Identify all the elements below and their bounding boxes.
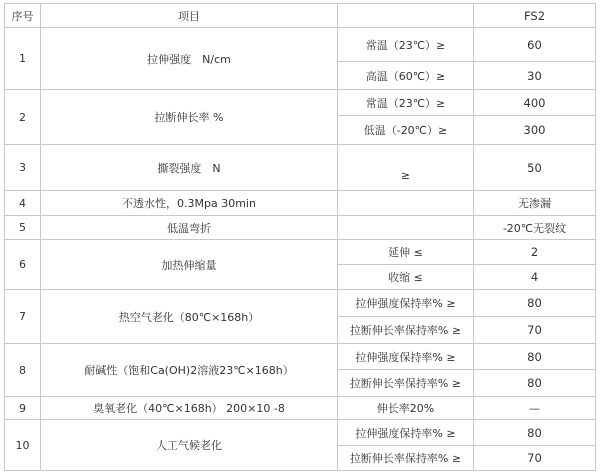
header-item: 项目 xyxy=(41,4,338,28)
spec-table-container xyxy=(4,3,595,471)
row-item: 不透水性，0.3Mpa 30min xyxy=(41,191,338,216)
row-index: 10 xyxy=(5,420,41,471)
row-condition: 拉伸强度保持率% ≥ xyxy=(338,290,474,317)
row-value: 50 xyxy=(474,145,596,191)
row-value: 30 xyxy=(474,62,596,90)
row-condition: 拉断伸长率保持率% ≥ xyxy=(338,317,474,344)
row-item: 耐碱性（饱和Ca(OH)2溶液23℃×168h） xyxy=(41,344,338,397)
row-item: 人工气候老化 xyxy=(41,420,338,471)
table-header-row xyxy=(5,4,596,28)
row-condition: 拉断伸长率保持率% ≥ xyxy=(338,446,474,471)
row-value: 80 xyxy=(474,370,596,397)
row-index: 5 xyxy=(5,216,41,240)
row-condition: 拉伸强度保持率% ≥ xyxy=(338,420,474,446)
row-value: 300 xyxy=(474,116,596,145)
row-index: 2 xyxy=(5,90,41,145)
row-value: 60 xyxy=(474,28,596,62)
row-item: 低温弯折 xyxy=(41,216,338,240)
row-condition: 收缩 ≤ xyxy=(338,265,474,290)
header-condition xyxy=(338,4,474,28)
table-row xyxy=(5,397,596,420)
row-value: 80 xyxy=(474,344,596,370)
row-condition: 常温（23℃）≥ xyxy=(338,90,474,116)
header-product: FS2 xyxy=(474,4,596,28)
row-item: 拉断伸长率 % xyxy=(41,90,338,145)
row-item: 热空气老化（80℃×168h） xyxy=(41,290,338,344)
table-row xyxy=(5,28,596,62)
row-condition: ≥ xyxy=(338,145,474,191)
table-row xyxy=(5,344,596,370)
spec-table xyxy=(4,3,596,471)
row-value: — xyxy=(474,397,596,420)
row-index: 1 xyxy=(5,28,41,90)
row-index: 8 xyxy=(5,344,41,397)
row-index: 6 xyxy=(5,240,41,290)
row-condition: 常温（23℃）≥ xyxy=(338,28,474,62)
row-condition: 延伸 ≤ xyxy=(338,240,474,265)
row-value: 400 xyxy=(474,90,596,116)
row-condition: 拉伸强度保持率% ≥ xyxy=(338,344,474,370)
row-item: 撕裂强度 N xyxy=(41,145,338,191)
table-row xyxy=(5,240,596,265)
row-value: 4 xyxy=(474,265,596,290)
table-row xyxy=(5,145,596,191)
row-value: 70 xyxy=(474,317,596,344)
row-item: 加热伸缩量 xyxy=(41,240,338,290)
header-index: 序号 xyxy=(5,4,41,28)
row-index: 3 xyxy=(5,145,41,191)
table-row xyxy=(5,290,596,317)
row-value: 80 xyxy=(474,420,596,446)
table-row xyxy=(5,216,596,240)
table-row xyxy=(5,90,596,116)
row-value: 无渗漏 xyxy=(474,191,596,216)
row-index: 7 xyxy=(5,290,41,344)
row-condition: 伸长率20% xyxy=(338,397,474,420)
row-value: 2 xyxy=(474,240,596,265)
row-value: 80 xyxy=(474,290,596,317)
row-value: 70 xyxy=(474,446,596,471)
row-condition: 拉断伸长率保持率% ≥ xyxy=(338,370,474,397)
row-index: 4 xyxy=(5,191,41,216)
table-row xyxy=(5,420,596,446)
table-row xyxy=(5,191,596,216)
row-item: 臭氧老化（40℃×168h） 200×10 -8 xyxy=(41,397,338,420)
row-item: 拉伸强度 N/cm xyxy=(41,28,338,90)
row-condition: 高温（60℃）≥ xyxy=(338,62,474,90)
row-value: -20℃无裂纹 xyxy=(474,216,596,240)
row-condition xyxy=(338,216,474,240)
row-condition: 低温（-20℃）≥ xyxy=(338,116,474,145)
row-index: 9 xyxy=(5,397,41,420)
row-condition xyxy=(338,191,474,216)
